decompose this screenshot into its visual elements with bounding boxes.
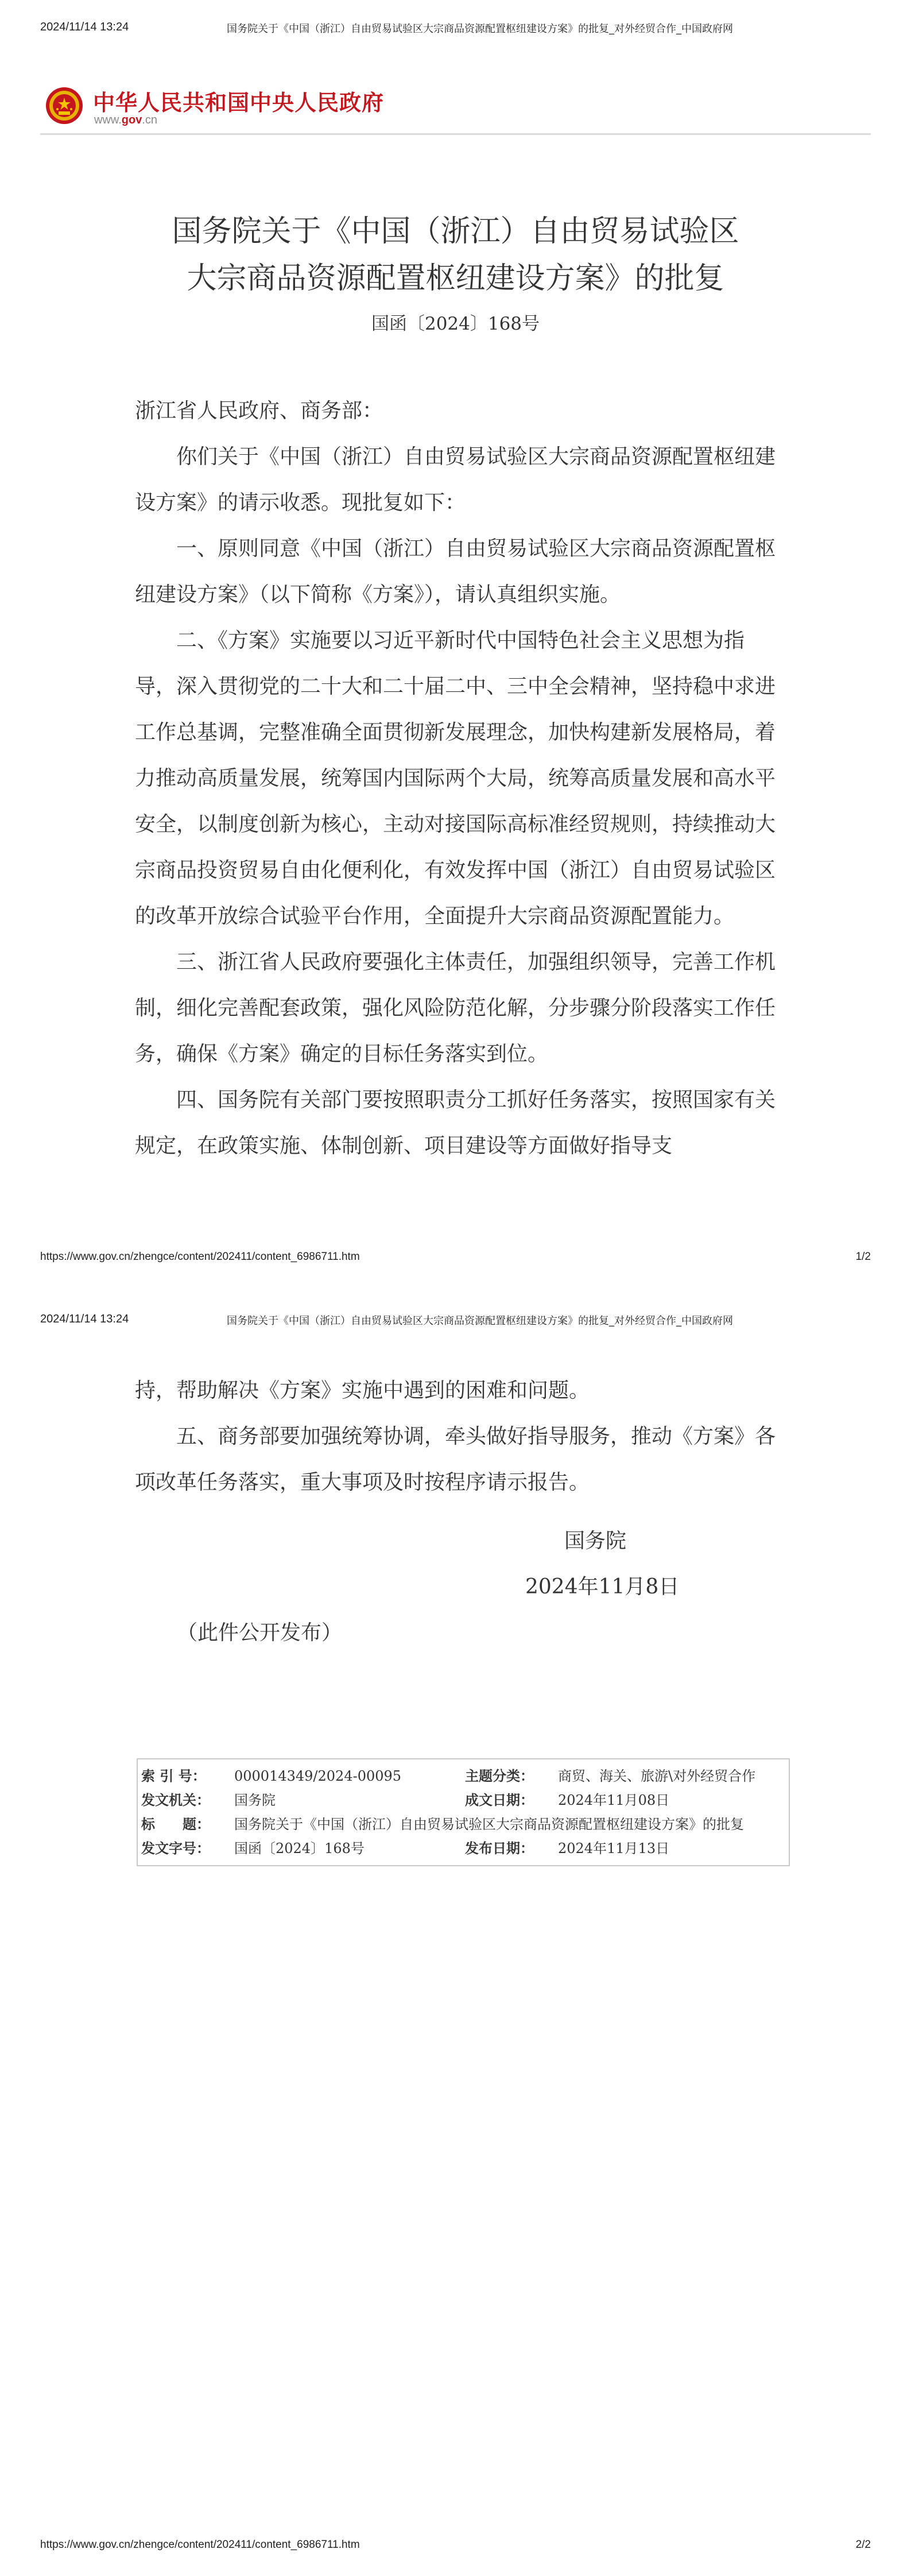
title-value: 国务院关于《中国（浙江）自由贸易试验区大宗商品资源配置枢纽建设方案》的批复 [234,1816,744,1832]
print-url[interactable]: https://www.gov.cn/zhengce/content/202411/content_6986711.htm [40,1251,360,1263]
site-url-prefix: www. [94,114,122,126]
title-label: 标 题： [141,1816,210,1832]
doc-number-value: 国函〔2024〕168号 [234,1840,365,1856]
topic-label: 主题分类： [465,1767,534,1784]
document-title-line-2: 大宗商品资源配置枢纽建设方案》的批复 [187,261,724,296]
print-page-number: 2/2 [855,2539,871,2551]
paragraph-6: 五、商务部要加强统筹协调，牵头做好指导服务，推动《方案》各项改革任务落实，重大事项及时按程序请示报告。 [135,1425,776,1494]
issuer-value: 国务院 [234,1792,276,1808]
document-metadata-table [137,1758,790,1866]
index-label: 索 引 号： [141,1767,206,1784]
paragraph-2: 一、原则同意《中国（浙江）自由贸易试验区大宗商品资源配置枢纽建设方案》（以下简称《方案》），请认真组织实施。 [135,537,776,606]
print-timestamp: 2024/11/14 13:24 [40,21,129,33]
national-emblem-icon [45,86,84,125]
site-url-gov: gov [121,114,142,126]
site-url [94,114,157,127]
header-divider [40,133,871,135]
paragraph-1: 你们关于《中国（浙江）自由贸易试验区大宗商品资源配置枢纽建设方案》的请示收悉。现批复如下： [135,445,776,515]
document-body-page-2 [135,1368,778,1506]
publish-date-label: 发布日期： [465,1840,534,1856]
document-body-page-1 [135,388,778,1169]
topic-value: 商贸、海关、旅游\对外经贸合作 [558,1768,756,1784]
site-name: 中华人民共和国中央人民政府 [93,90,385,115]
issuer-label: 发文机关： [141,1792,210,1808]
paragraph-4: 三、浙江省人民政府要强化主体责任，加强组织领导，完善工作机制，细化完善配套政策，强化风险防范化解，分步骤分阶段落实工作任务，确保《方案》确定的目标任务落实到位。 [135,950,776,1066]
written-date-label: 成文日期： [465,1792,534,1808]
document-number: 国函〔2024〕168号 [371,314,540,334]
salutation: 浙江省人民政府、商务部： [135,399,383,423]
paragraph-5-part-1: 四、国务院有关部门要按照职责分工抓好任务落实，按照国家有关规定，在政策实施、体制创新、项目建设等方面做好指导支 [135,1088,776,1158]
paragraph-3: 二、《方案》实施要以习近平新时代中国特色社会主义思想为指导，深入贯彻党的二十大和二十届二中、三中全会精神，坚持稳中求进工作总基调，完整准确全面贯彻新发展理念，加快构建新发展格局，着力推动高质量发展，统筹国内国际两个大局，统筹高质量发展和高水平安全，以制度创新为核心，主动对接国际高标准经贸规则，持续推动大宗商品投资贸易自由化便利化，有效发挥中国（浙江）自由贸易试验区的改革开放综合试验平台作用，全面提升大宗商品资源配置能力。 [135,629,776,928]
print-page-title: 国务院关于《中国（浙江）自由贸易试验区大宗商品资源配置枢纽建设方案》的批复_对外经贸合作_中国政府网 [227,23,733,35]
publication-note: （此件公开发布） [177,1621,343,1645]
doc-number-label: 发文字号： [141,1840,210,1856]
signer: 国务院 [564,1529,627,1553]
document-title-line-1: 国务院关于《中国（浙江）自由贸易试验区 [172,214,739,249]
print-url[interactable]: https://www.gov.cn/zhengce/content/202411/content_6986711.htm [40,2539,360,2551]
written-date-value: 2024年11月08日 [558,1792,670,1808]
signing-date: 2024年11月8日 [525,1575,680,1599]
print-page-title: 国务院关于《中国（浙江）自由贸易试验区大宗商品资源配置枢纽建设方案》的批复_对外经贸合作_中国政府网 [227,1315,733,1327]
print-page-number: 1/2 [855,1251,871,1263]
index-value: 000014349/2024-00095 [234,1768,402,1784]
print-timestamp: 2024/11/14 13:24 [40,1313,129,1325]
site-logo[interactable] [45,84,458,134]
site-url-suffix: .cn [142,114,158,126]
paragraph-5-part-2: 持，帮助解决《方案》实施中遇到的困难和问题。 [135,1379,590,1402]
publish-date-value: 2024年11月13日 [558,1840,670,1856]
